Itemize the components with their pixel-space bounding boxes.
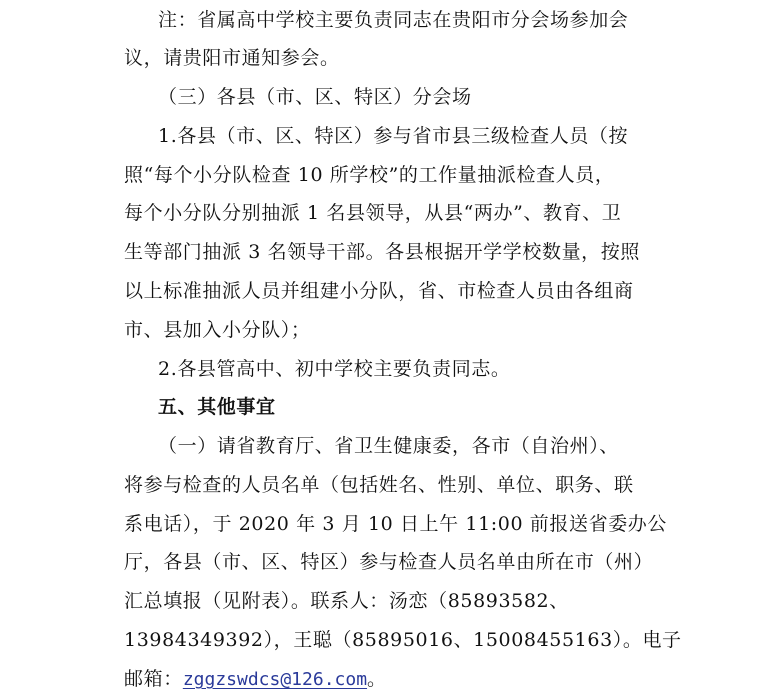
note-line-1: 注：省属高中学校主要负责同志在贵阳市分会场参加会 [158, 9, 629, 31]
paragraph-line: 1.各县（市、区、特区）参与省市县三级检查人员（按 [158, 125, 629, 147]
section-other-matters-heading: 五、其他事宜 [158, 396, 276, 418]
paragraph-line: 市、县加入小分队）； [124, 319, 311, 341]
note-line-2: 议，请贵阳市通知参会。 [124, 47, 340, 69]
section-county-venue-title: （三）各县（市、区、特区）分会场 [158, 86, 472, 108]
paragraph-line: 汇总填报（见附表）。联系人：汤恋（85893582、 [124, 590, 569, 612]
paragraph-line: 厅，各县（市、区、特区）参与检查人员名单由所在市（州） [124, 551, 654, 573]
paragraph-line: 2.各县管高中、初中学校主要负责同志。 [158, 358, 511, 380]
email-link[interactable]: zggzswdcs@126.com [182, 669, 368, 690]
paragraph-line: 13984349392），王聪（85895016、15008455163）。电子 [124, 629, 682, 651]
paragraph-line: 将参与检查的人员名单（包括姓名、性别、单位、职务、联 [124, 474, 634, 496]
paragraph-line: 以上标准抽派人员并组建小分队，省、市检查人员由各组商 [124, 280, 634, 302]
email-suffix: 。 [367, 668, 387, 690]
paragraph-line: 每个小分队分别抽派 1 名县领导，从县“两办”、教育、卫 [124, 202, 622, 224]
email-prefix: 邮箱： [124, 668, 183, 690]
paragraph-line: 系电话），于 2020 年 3 月 10 日上午 11:00 前报送省委办公 [124, 513, 667, 535]
paragraph-line: （一）请省教育厅、省卫生健康委，各市（自治州）、 [158, 435, 619, 457]
paragraph-line: 照“每个小分队检查 10 所学校”的工作量抽派检查人员， [124, 164, 615, 186]
paragraph-line: 生等部门抽派 3 名领导干部。各县根据开学学校数量，按照 [124, 241, 640, 263]
email-line [124, 666, 768, 693]
